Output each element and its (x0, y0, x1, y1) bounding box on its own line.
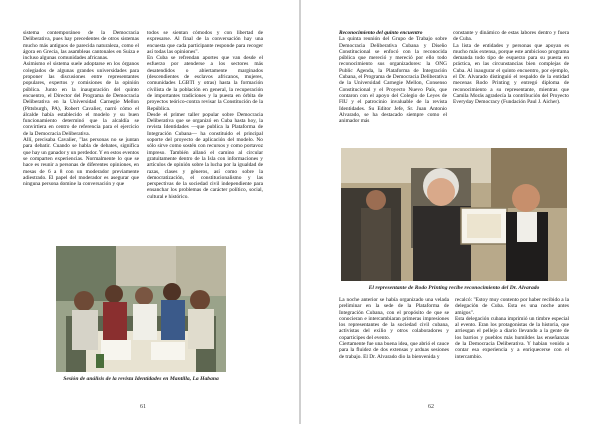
page-number-left: 61 (140, 404, 146, 410)
right-column-1 (339, 30, 447, 142)
page-number-right: 62 (428, 404, 434, 410)
paragraph: En Cuba se refrendan aportes que van desde el esfuerzo por atenderse a los sectores más desatendidos o abiertamente marginados (descendientes de esclavos africanos, mujeres, comunidades LGBTI y otras) hasta la formación cívilista de la población en general, la recuperación de importantes tradiciones y la puesta en órbita de proyectos teórico-contra revisar la Constitución de la República. (147, 55, 263, 112)
paragraph: Ciertamente fue una buena idea, que abrió el cauce para la fluidez de dos extensas y arduas sesiones de trabajo. El Dr. Alvarado dio la bienvenida y (339, 341, 449, 360)
paragraph: todos se sientan cómodos y con libertad de expresarse. Al final de la conversación hay una encuesta que cada participante responde para recoger así todas las opiniones". (147, 30, 263, 55)
right-bottom-column-2 (455, 297, 569, 397)
paragraph: constante y dinámico de estas labores dentro y fuera de Cuba. (453, 30, 569, 43)
paragraph: sistema contemporáneo de la Democracia Deliberativa, pues hay precedentes de otros sistemas mucho más antiguos de parecida naturaleza, como el ágora en Grecia, las asambleas cantonales en Suiza e incluso algunas comunidades africanas. (23, 30, 139, 62)
right-bottom-column-1 (339, 297, 449, 397)
right-column-2 (453, 30, 569, 142)
left-column-2 (147, 30, 263, 242)
section-heading: Reconocimiento del quinto encuentro (339, 30, 423, 36)
paragraph: La quinta reunión del Grupo de Trabajo sobre Democracia Deliberativa Cubana y Diseño Constitucional se enfocó con la reconocida pública que mereció y mereció por ello todo reconocimiento sus organizadores: la ONG Public Agenda, la Plataforma de Integración Cubana, el Programa de Democracia Deliberativa de la Universidad Carnegie Mellon, Consenso Constitucional y el Proyecto Nuevo País, que contaron con el apoyo del Colegio de Leyes de FIU y el patrocinio invaluable de la revista Identidades. Su Editor Jefe, Sr. Juan Antonio Alvarado, se ha destacado siempre como el animador más (339, 36, 447, 125)
paragraph: Allí, precisaba Cavalier, "las personas no se juntan para debatir. Cuando se habla de debates, significa que hay un ganador y un perdedor. Y en estos eventos se comparten experiencias. Normalmente lo que se hace es reunir a personas de diferentes opiniones, en mesas de 6 a 8 con un moderador previamente adiestrado. El papel del moderador es asegurar que ninguna persona domine la conversación y que (23, 137, 139, 188)
session-photo (56, 246, 226, 372)
left-photo-caption: Sesión de análisis de la revista Identidades en Mantilla, La Habana (63, 376, 219, 382)
left-column-1 (23, 30, 139, 242)
paragraph: Esta delegación cubana imprimió un timbre especial al evento. Eran los protagonistas de la historia, que arriesgan el pellejo a diario llevando a la gente de los barrios y pueblos más humildes las enseñanzas de la Democracia Deliberativa. Y habían venido a contar esa experiencia y a enriquecerse con el intercambio. (455, 315, 569, 360)
session-photo-image (56, 246, 226, 372)
paragraph: recalcó: "Estoy muy contento por haber recibido a la delegación de Cuba. Esta es una noche antes amigos". (455, 297, 569, 316)
paragraph: Asimismo el sistema suele adoptarse en los órganos colegiados de algunas grandes universidades para proponer las discusiones entre representantes populares, expertos y comisiones de la opinión pública. Junto en la inauguración del quinto encuentro, el Director del Programa de Democracia Deliberativa en la Universidad Carnegie Mellon (Pittsburgh, PA), Robert Cavalier, narró cómo el álcalde había establecido el modelo y su buen funcionamiento determinó que la alcaldía se convirtiera en centro de referencia para el ejercicio de la Democracia Deliberativa. (23, 61, 139, 137)
award-photo-image (341, 148, 567, 281)
paragraph: La lista de entidades y personas que apoyan es mucho más extensa, porque este ambicioso programa demanda todo tipo de esquerzo para su puesta en práctica, en las circunstancias bien complejas de Cuba. Al inaugurar el quinto encuentro, por ejemplo, el Dr. Alvarado distinguió el respaldo de la entidad mecenas Rodo Printing y entregó diploma de reconocimiento a su representante, mientras que Camila Morás agradecía la contribución del Proyecto Everyday Democracy (Fundación Paul J. Aicher). (453, 42, 569, 106)
right-photo-caption: El representante de Rodo Printing recibe reconocimiento del Dr. Alvarado (368, 285, 540, 291)
paragraph: La noche anterior se había organizado una velada preliminar en la sede de la Plataforma de Integración Cubana, con el propósito de que se conocieran e intercambiaran primeras impresiones los representantes de la sociedad civil cubana, activistas del exilio y otros colaboradores y coparticipes del evento. (339, 297, 449, 341)
right-page (301, 0, 600, 424)
paragraph: Desde el primer taller popular sobre Democracia Deliberativa que se organizó en Cuba hasta hoy, la revista Identidades —que publica la Plataforma de Integración Cubana— ha constituido el principal soporte del proyecto de aplicación del modelo. No sólo sirve como sostén con recursos y como portavoz impreso. También allanó el camino al circular gratuitamente dentro de la Isla con informaciones y artículos de opinión sobre la lucha por la igualdad de razas, clases y géneros, así como sobre la democratización, el constitucionalismo y las perspectivas de la sociedad civil independiente para ensanchar los problemas de carácter político, social, cultural e histórico. (147, 111, 263, 200)
left-page (0, 0, 299, 424)
award-photo (341, 148, 567, 281)
